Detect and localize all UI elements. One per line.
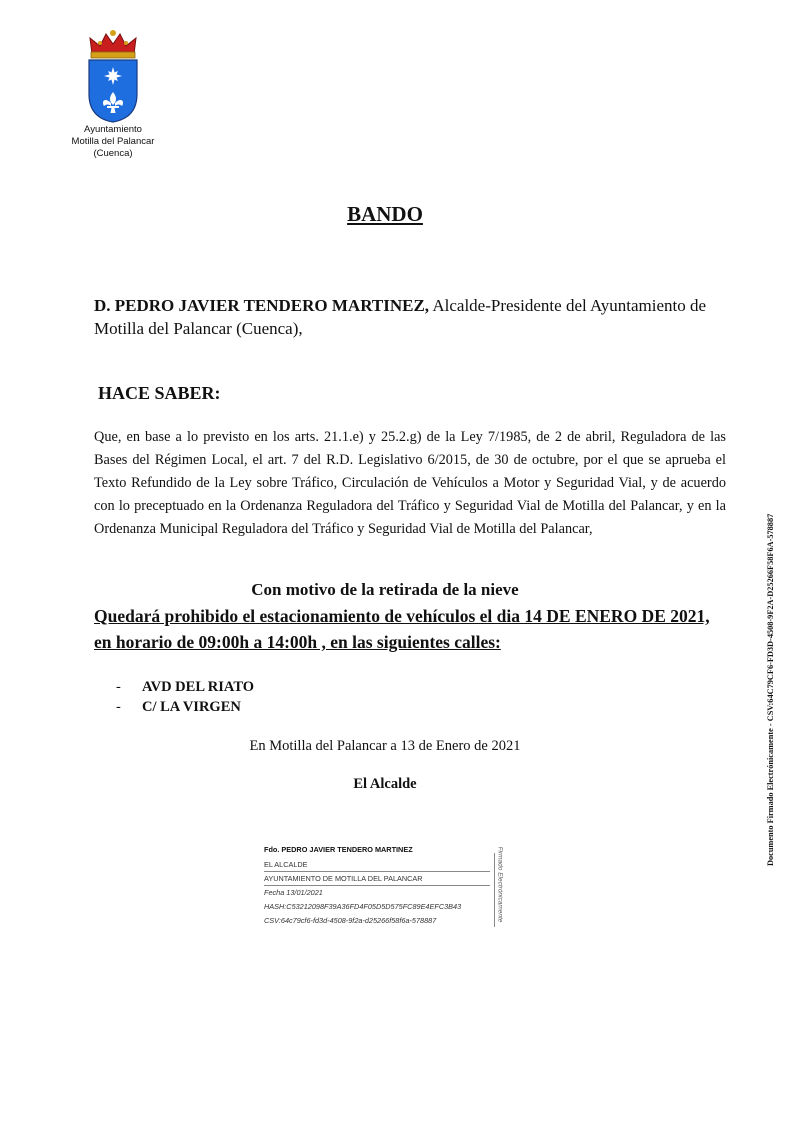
list-dash: - bbox=[116, 679, 121, 695]
signature-side-label: Firmado Electrónicamente bbox=[496, 846, 504, 923]
mayor-role: Alcalde-Presidente del Ayuntamiento de Motilla del Palancar (Cuenca), bbox=[94, 296, 707, 338]
street-name: C/ LA VIRGEN bbox=[142, 699, 241, 715]
list-item bbox=[116, 677, 254, 697]
municipality-label bbox=[40, 124, 186, 160]
parking-prohibition: Quedará prohibido el estacionamiento de vehículos el dia 14 DE ENERO DE 2021, en horario de 09:00h a 14:00h , en las siguientes calles: bbox=[94, 606, 710, 652]
crest-line: Ayuntamiento bbox=[84, 124, 142, 135]
signature-csv: CSV:64c79cf6-fd3d-4508-9f2a-d25266f58f6a-578887 bbox=[264, 916, 437, 925]
signature-side-label-wrap bbox=[496, 843, 510, 929]
street-name: AVD DEL RIATO bbox=[142, 679, 255, 695]
signer-title: El Alcalde bbox=[353, 776, 417, 792]
legal-basis-paragraph: Que, en base a lo previsto en los arts. 21.1.e) y 25.2.g) de la Ley 7/1985, de 2 de abril, Reguladora de las Bases del Régimen Local, el art. 7 del R.D. Legislativo 6/2015, de 30 de octubre, por el que se aprueba el Texto Refundido de la Ley sobre Tráfico, Circulación de Vehículos a Motor y Seguridad Vial, y de acuerdo con lo preceptuado en la Ordenanza Reguladora del Tráfico y Seguridad Vial de Motilla del Palancar, y en la Ordenanza Municipal Reguladora del Tráfico y Seguridad Vial de Motilla del Palancar, bbox=[94, 429, 726, 537]
margin-verification-note: Documento Firmado Electrónicamente - CSV:64C79CF6-FD3D-4508-9F2A-D25266F58F6A-578887 bbox=[766, 513, 775, 866]
signature-role: EL ALCALDE bbox=[264, 860, 308, 869]
hace-saber-heading: HACE SABER: bbox=[98, 383, 221, 403]
divider bbox=[264, 885, 490, 886]
crest-line: (Cuenca) bbox=[93, 148, 133, 159]
divider bbox=[494, 853, 495, 927]
document-title: BANDO bbox=[347, 202, 423, 226]
crest-line: Motilla del Palancar bbox=[71, 136, 155, 147]
reason-heading: Con motivo de la retirada de la nieve bbox=[251, 580, 519, 599]
place-and-date: En Motilla del Palancar a 13 de Enero de 2021 bbox=[249, 738, 521, 754]
signature-date: Fecha 13/01/2021 bbox=[264, 888, 323, 897]
mayor-name: D. PEDRO JAVIER TENDERO MARTINEZ, bbox=[94, 296, 430, 315]
list-dash: - bbox=[116, 699, 121, 715]
electronic-signature-block bbox=[264, 843, 504, 929]
list-item bbox=[116, 697, 254, 717]
signature-fdo: Fdo. PEDRO JAVIER TENDERO MARTINEZ bbox=[264, 845, 413, 854]
mayor-introduction bbox=[94, 294, 734, 340]
street-list bbox=[116, 677, 254, 717]
divider bbox=[264, 871, 490, 872]
signature-org: AYUNTAMIENTO DE MOTILLA DEL PALANCAR bbox=[264, 874, 423, 883]
coat-of-arms-icon bbox=[84, 28, 142, 124]
signature-hash: HASH:C53212098F39A36FD4F05D5D575FC89E4EFC3B43 bbox=[264, 902, 462, 911]
